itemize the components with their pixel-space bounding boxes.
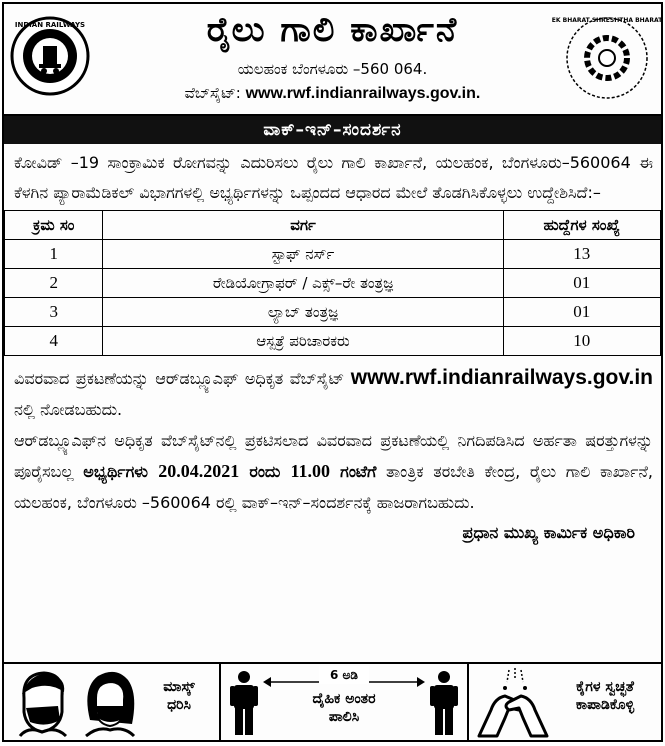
woman-mask-icon [78,668,140,736]
col-header-category: ವರ್ಗ [103,211,503,240]
cell-posts: 10 [503,327,660,356]
interview-date: 20.04.2021 [158,461,240,481]
cell-category: ಲ್ಯಾಬ್ ತಂತ್ರಜ್ಞ [103,298,503,327]
website-url[interactable]: www.rwf.indianrailways.gov.in. [245,85,481,102]
distance-segment [221,664,467,740]
cell-category: ರೇಡಿಯೋಗ್ರಾಫರ್ / ಎಕ್ಸ್–ರೇ ತಂತ್ರಜ್ಞ [103,269,503,298]
person-icon [429,670,459,736]
address: ಯಲಹಂಕ ಬೆಂಗಳೂರು –560 064. [237,60,428,78]
cell-sno: 4 [5,327,103,356]
distance-label: ದೈಹಿಕ ಅಂತರ ಪಾಲಿಸಿ [312,691,376,725]
handwash-segment [469,664,661,740]
intro-paragraph: ಕೋವಿಡ್ –19 ಸಾಂಕ್ರಾಮಿಕ ರೋಗವನ್ನು ಎದುರಿಸಲು ರೈಲು ಗಾಲಿ ಕಾರ್ಖಾನೆ, ಯಲಹಂಕ, ಬೆಂಗಳೂರು–560064 ಈ ಕೆಳಗಿನ ಪ್ಯಾರಾಮೆಡಿಕಲ್ ವಿಭಾಗಗಳಲ್ಲಿ ಅಭ್ಯರ್ಥಿಗಳನ್ನು ಒಪ್ಪಂದದ ಆಧಾರದ ಮೇಲೆ ತೊಡಗಿಸಿಕೊಳ್ಳಲು ಉದ್ದೇಶಿಸಿದೆ:– [14,153,653,202]
cell-sno: 2 [5,269,103,298]
walk-in-band: ವಾಕ್–ಇನ್–ಸಂದರ್ಶನ [4,116,661,144]
walk-in-notice [2,2,663,742]
cell-posts: 01 [503,269,660,298]
handwash-label: ಕೈಗಳ ಸ್ವಚ್ಛತೆ ಕಾಪಾಡಿಕೊಳ್ಳಿ [575,679,635,713]
cell-category: ಸ್ಟಾಫ್ ನರ್ಸ್ [103,240,503,269]
cell-category: ಆಸ್ಪತ್ರೆ ಪರಿಚಾರಕರು [103,327,503,356]
hand-wash-icon [475,666,551,738]
mask-segment [4,664,219,740]
cell-sno: 3 [5,298,103,327]
covid-guidelines-footer [4,662,661,740]
table-row [5,327,661,356]
cell-posts: 13 [503,240,660,269]
details-paragraph-2: ಆರ್‌ಡಬ್ಲ್ಯೂಎಫ್‌ನ ಅಧಿಕೃತ ವೆಬ್‌ಸೈಟ್‌ನಲ್ಲಿ ಪ್ರಕಟಿಸಲಾದ ವಿವರವಾದ ಪ್ರಕಟಣೆಯಲ್ಲಿ ನಿಗದಿಪಡಿಸಿದ ಅರ್ಹತಾ ಷರತ್ತುಗಳನ್ನು ಪೂರೈಸಬಲ್ಲ ಅಭ್ಯರ್ಥಿಗಳು 20.04.2021 ರಂದು 11.00 ಗಂಟೆಗೆ ತಾಂತ್ರಿಕ ತರಬೇತಿ ಕೇಂದ್ರ, ರೈಲು ಗಾಲಿ ಕಾರ್ಖಾನೆ, ಯಲಹಂಕ, ಬೆಂಗಳೂರು –560064 ರಲ್ಲಿ ವಾಕ್–ಇನ್–ಸಂದರ್ಶನಕ್ಕೆ ಹಾಜರಾಗಬಹುದು. [14,431,654,512]
right-logo-text: EK BHARAT SHRESHTHA BHARAT [551,17,663,24]
details-section [4,356,661,518]
table-row [5,240,661,269]
website-label: ವೆಬ್‌ಸೈಟ್: [184,84,241,102]
page-title: ರೈಲು ಗಾಲಿ ಕಾರ್ಖಾನೆ [206,10,459,50]
table-header-row [5,211,661,240]
signature: ಪ್ರಧಾನ ಮುಖ್ಯ ಕಾರ್ಮಿಕ ಅಧಿಕಾರಿ [462,523,635,542]
distance-value: 6 ಅಡಿ [319,666,369,684]
details-paragraph-1: ವಿವರವಾದ ಪ್ರಕಟಣೆಯನ್ನು ಆರ್‌ಡಬ್ಲ್ಯೂಎಫ್ ಅಧಿಕೃತ ವೆಬ್‌ಸೈಟ್ www.rwf.indianrailways.gov.in ನಲ್ಲಿ ನೋಡಬಹುದು. [14,366,653,419]
person-icon [229,670,259,736]
interview-time: 11.00 [290,461,331,481]
cell-posts: 01 [503,298,660,327]
vacancy-table [4,210,661,356]
table-row [5,269,661,298]
details-website-url[interactable]: www.rwf.indianrailways.gov.in [350,366,653,389]
mask-label: ಮಾಸ್ಕ್ ಧರಿಸಿ [163,679,195,713]
col-header-sno: ಕ್ರಮ ಸಂ [5,211,103,240]
ek-bharat-shreshtha-bharat-logo-icon [551,10,663,106]
header [4,4,661,116]
man-mask-icon [10,668,72,736]
cell-sno: 1 [5,240,103,269]
table-row [5,298,661,327]
col-header-posts: ಹುದ್ದೆಗಳ ಸಂಖ್ಯೆ [503,211,660,240]
left-logo-text: INDIAN RAILWAYS [14,21,86,29]
